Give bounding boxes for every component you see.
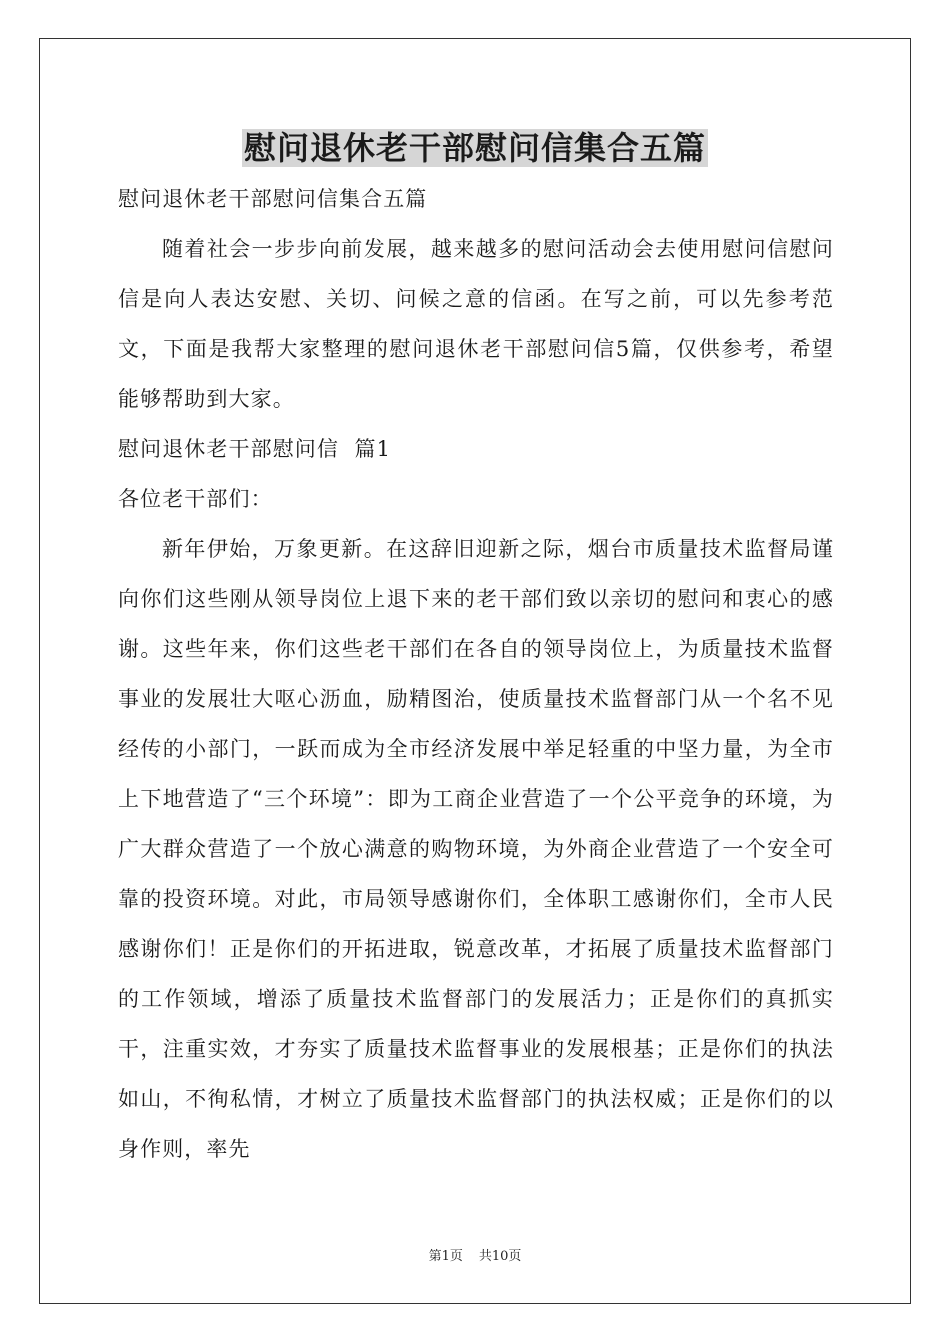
- page-footer: [0, 1248, 950, 1266]
- page-number: 第1页: [428, 1249, 463, 1264]
- letter-body-paragraph: 新年伊始，万象更新。在这辞旧迎新之际，烟台市质量技术监督局谨向你们这些刚从领导岗位上退下来的老干部们致以亲切的慰问和衷心的感谢。这些年来，你们这些老干部们在各自的领导岗位上，为质量技术监督事业的发展壮大呕心沥血，励精图治，使质量技术监督部门从一个名不见经传的小部门，一跃而成为全市经济发展中举足轻重的中坚力量，为全市上下地营造了“三个环境”：即为工商企业营造了一个公平竞争的环境，为广大群众营造了一个放心满意的购物环境，为外商企业营造了一个安全可靠的投资环境。对此，市局领导感谢你们，全体职工感谢你们，全市人民感谢你们！正是你们的开拓进取，锐意改革，才拓展了质量技术监督部门的工作领域，增添了质量技术监督部门的发展活力；正是你们的真抓实干，注重实效，才夯实了质量技术监督事业的发展根基；正是你们的执法如山，不徇私情，才树立了质量技术监督部门的执法权威；正是你们的以身作则，率先: [118, 537, 834, 1161]
- intro-paragraph: 随着社会一步步向前发展，越来越多的慰问活动会去使用慰问信慰问信是向人表达安慰、关切、问候之意的信函。在写之前，可以先参考范文，下面是我帮大家整理的慰问退休老干部慰问信5篇，仅供参考，希望能够帮助到大家。: [118, 237, 834, 411]
- section-heading: 慰问退休老干部慰问信 篇1: [118, 437, 392, 461]
- document-subtitle: 慰问退休老干部慰问信集合五篇: [118, 187, 428, 211]
- letter-salutation: 各位老干部们：: [118, 487, 273, 511]
- document-title: [0, 126, 950, 170]
- document-title-text: 慰问退休老干部慰问信集合五篇: [243, 129, 706, 167]
- document-body: [118, 174, 834, 1174]
- page-total: 共10页: [478, 1249, 522, 1264]
